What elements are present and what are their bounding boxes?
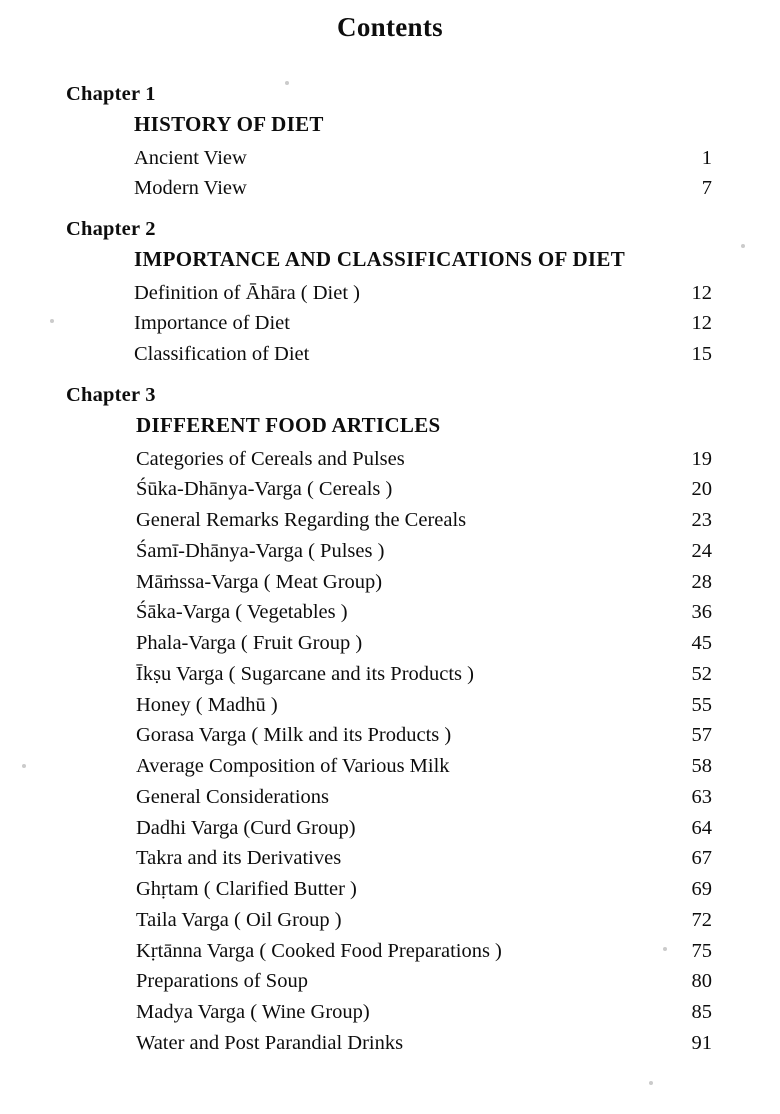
toc-entry-title: Preparations of Soup <box>136 970 308 993</box>
toc-entry[interactable] <box>136 536 726 567</box>
toc-entry[interactable] <box>136 597 726 628</box>
page-title: Contents <box>337 12 443 42</box>
toc-entry-title: Classification of Diet <box>134 343 310 366</box>
toc-entry-page: 85 <box>691 1001 712 1024</box>
toc-entry-page: 36 <box>691 601 712 624</box>
toc-entry[interactable] <box>136 782 726 813</box>
chapter-label: Chapter 2 <box>66 218 156 241</box>
toc-entry[interactable] <box>136 874 726 905</box>
toc-entry[interactable] <box>136 813 726 844</box>
toc-entry[interactable] <box>136 505 726 536</box>
toc-entry-title: Śamī-Dhānya-Varga ( Pulses ) <box>136 539 385 562</box>
toc-entry-title: Śāka-Varga ( Vegetables ) <box>136 601 348 624</box>
toc-entry[interactable] <box>134 278 726 309</box>
toc-entry[interactable] <box>136 966 726 997</box>
toc-entry-title: Gorasa Varga ( Milk and its Products ) <box>136 724 452 747</box>
scan-speck <box>663 947 667 951</box>
toc-entry[interactable] <box>134 173 726 204</box>
toc-entry-title: Modern View <box>134 177 247 200</box>
toc-entry[interactable] <box>136 751 726 782</box>
toc-entry-page: 1 <box>701 146 712 169</box>
chapter-label: Chapter 1 <box>66 83 156 105</box>
toc-entry-title: Dadhi Varga (Curd Group) <box>136 816 356 839</box>
toc-entry-page: 64 <box>691 816 712 839</box>
chapter-block <box>66 218 726 370</box>
toc-entry[interactable] <box>134 339 726 370</box>
toc-entry-page: 57 <box>691 724 712 747</box>
toc-entry-page: 28 <box>691 570 712 593</box>
toc-entry-title: Phala-Varga ( Fruit Group ) <box>136 632 363 655</box>
toc-entry-page: 12 <box>691 281 712 304</box>
toc-entry-page: 19 <box>691 447 712 470</box>
toc-entry[interactable] <box>136 444 726 475</box>
toc-entry-page: 75 <box>691 939 712 962</box>
toc-entry-title: Takra and its Derivatives <box>136 847 342 870</box>
toc-entry[interactable] <box>136 567 726 598</box>
toc-entry-title: Average Composition of Various Milk <box>136 755 450 778</box>
toc-entry[interactable] <box>136 628 726 659</box>
toc-page <box>0 6 780 1114</box>
toc-entry-title: Definition of Āhāra ( Diet ) <box>134 281 360 304</box>
toc-entry-title: Kṛtānna Varga ( Cooked Food Preparations ) <box>136 939 502 962</box>
toc-entry[interactable] <box>134 308 726 339</box>
toc-entry-page: 45 <box>691 632 712 655</box>
toc-entry-page: 80 <box>691 970 712 993</box>
toc-entry-title: Honey ( Madhū ) <box>136 693 278 716</box>
chapter-entries <box>134 278 726 370</box>
toc-entry-title: General Remarks Regarding the Cereals <box>136 509 467 532</box>
toc-entry-page: 52 <box>691 662 712 685</box>
chapter-entries <box>136 444 726 1059</box>
toc-entry-title: Taila Varga ( Oil Group ) <box>136 908 342 931</box>
toc-entry-page: 58 <box>691 755 712 778</box>
toc-entry[interactable] <box>136 1028 726 1059</box>
toc-entry[interactable] <box>136 936 726 967</box>
toc-entry-title: Categories of Cereals and Pulses <box>136 447 405 470</box>
toc-entry-page: 15 <box>691 343 712 366</box>
chapter-block <box>66 83 726 204</box>
toc-entry-title: Ancient View <box>134 146 247 169</box>
scan-speck <box>741 244 745 248</box>
toc-entry[interactable] <box>136 843 726 874</box>
toc-entry-title: Madya Varga ( Wine Group) <box>136 1001 370 1024</box>
toc-entry-title: Water and Post Parandial Drinks <box>136 1031 404 1054</box>
toc-entry-title: Śūka-Dhānya-Varga ( Cereals ) <box>136 478 393 501</box>
toc-entry-page: 63 <box>691 785 712 808</box>
toc-entry-page: 23 <box>691 509 712 532</box>
toc-entry[interactable] <box>136 720 726 751</box>
scan-speck <box>50 319 54 323</box>
scan-speck <box>285 81 289 85</box>
toc-entry-page: 72 <box>691 908 712 931</box>
toc-entry-page: 55 <box>691 693 712 716</box>
toc-entry-page: 20 <box>691 478 712 501</box>
chapter-label: Chapter 3 <box>66 383 156 406</box>
toc-entry-title: Ghṛtam ( Clarified Butter ) <box>136 878 357 901</box>
toc-entry[interactable] <box>136 474 726 505</box>
chapter-title: IMPORTANCE AND CLASSIFICATIONS OF DIET <box>134 247 626 272</box>
toc-entry-page: 67 <box>691 847 712 870</box>
chapter-title: HISTORY OF DIET <box>134 112 324 136</box>
toc-entry[interactable] <box>136 905 726 936</box>
scan-speck <box>649 1081 653 1085</box>
toc-entry-page: 7 <box>701 177 712 200</box>
toc-entry-page: 24 <box>691 539 712 562</box>
chapter-entries <box>134 143 726 205</box>
toc-entry-title: General Considerations <box>136 785 329 808</box>
toc-entry-page: 69 <box>691 878 712 901</box>
toc-entry[interactable] <box>136 659 726 690</box>
toc-entry-title: Māṁssa-Varga ( Meat Group) <box>136 570 383 593</box>
chapter-title: DIFFERENT FOOD ARTICLES <box>136 412 441 437</box>
table-of-contents <box>0 83 780 1059</box>
toc-entry-title: Importance of Diet <box>134 312 290 335</box>
toc-entry-page: 91 <box>691 1031 712 1054</box>
toc-entry-page: 12 <box>691 312 712 335</box>
toc-entry[interactable] <box>136 690 726 721</box>
chapter-block <box>66 384 726 1059</box>
toc-entry[interactable] <box>134 143 726 174</box>
scan-speck <box>22 764 26 768</box>
toc-entry-title: Īkṣu Varga ( Sugarcane and its Products ) <box>136 662 474 685</box>
toc-entry[interactable] <box>136 997 726 1028</box>
